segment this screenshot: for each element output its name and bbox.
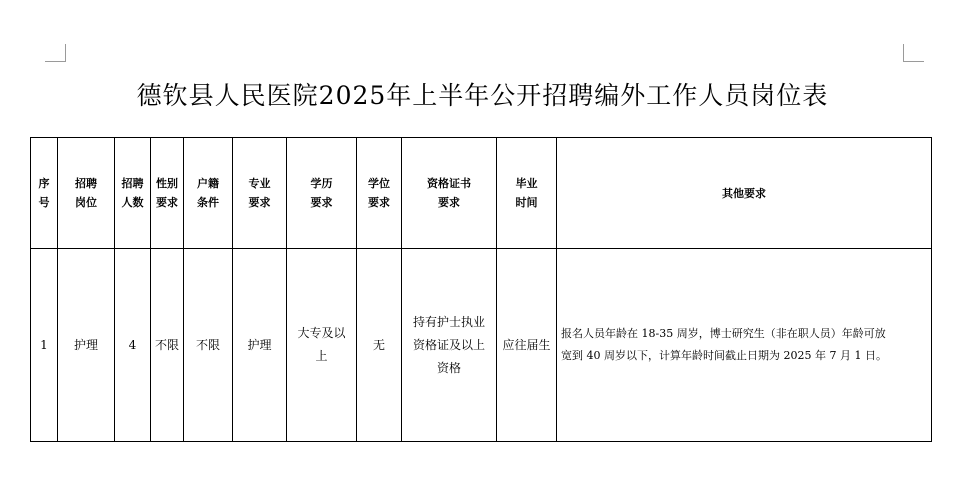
header-household: 户籍 条件 — [184, 138, 233, 249]
header-count: 招聘 人数 — [115, 138, 151, 249]
header-education: 学历 要求 — [287, 138, 357, 249]
header-gender: 性别 要求 — [151, 138, 184, 249]
cell-graduation: 应往届生 — [497, 249, 557, 442]
cell-household: 不限 — [184, 249, 233, 442]
header-major: 专业 要求 — [233, 138, 287, 249]
cell-education: 大专及以 上 — [287, 249, 357, 442]
header-graduation: 毕业 时间 — [497, 138, 557, 249]
table-header-row — [31, 138, 932, 249]
cell-count: 4 — [115, 249, 151, 442]
cell-degree: 无 — [357, 249, 402, 442]
corner-mark-top-left — [45, 44, 66, 62]
header-no: 序 号 — [31, 138, 58, 249]
corner-mark-top-right — [903, 44, 924, 62]
header-certificate: 资格证书 要求 — [402, 138, 497, 249]
header-other: 其他要求 — [557, 138, 932, 249]
cell-gender: 不限 — [151, 249, 184, 442]
cell-certificate: 持有护士执业 资格证及以上 资格 — [402, 249, 497, 442]
cell-no: 1 — [31, 249, 58, 442]
cell-position: 护理 — [58, 249, 115, 442]
table-row — [31, 249, 932, 442]
cell-other: 报名人员年龄在 18-35 周岁，博士研究生（非在职人员）年龄可放 宽到 40 周岁以下，计算年龄时间截止日期为 2025 年 7 月 1 日。 — [557, 249, 932, 442]
header-degree: 学位 要求 — [357, 138, 402, 249]
positions-table — [30, 137, 932, 442]
page-title: 德钦县人民医院2025年上半年公开招聘编外工作人员岗位表 — [136, 81, 829, 110]
cell-major: 护理 — [233, 249, 287, 442]
header-position: 招聘 岗位 — [58, 138, 115, 249]
